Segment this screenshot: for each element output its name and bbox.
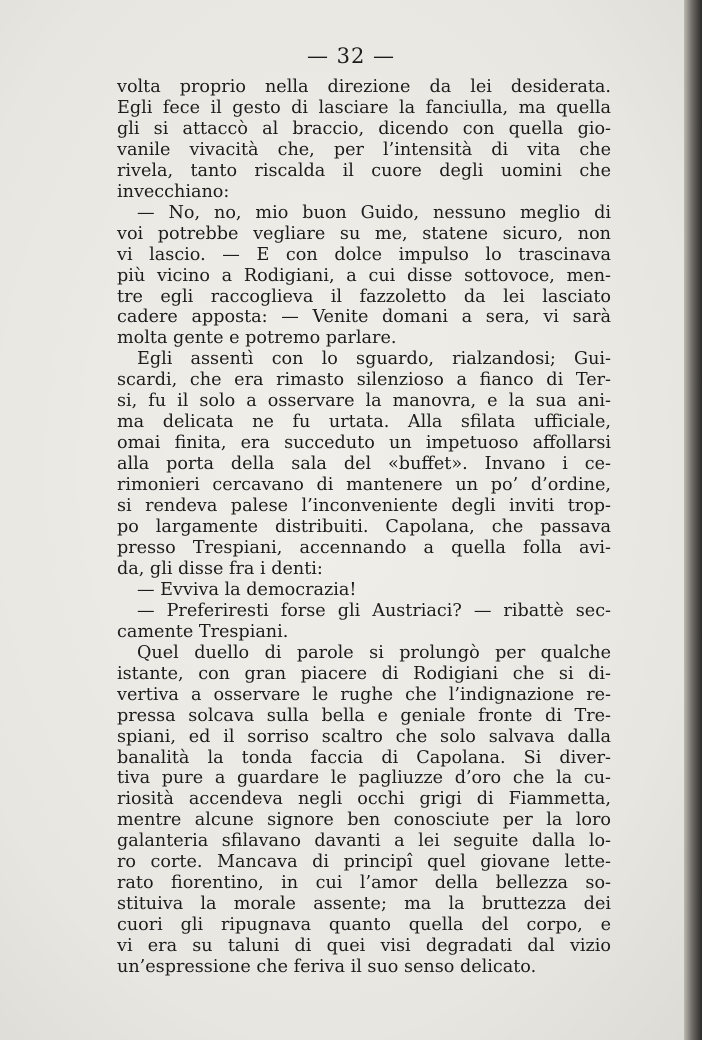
text-line: vanile vivacità che, per l’intensità di vita che <box>117 139 611 160</box>
text-line: omai finita, era succeduto un impetuoso affollarsi <box>117 433 611 454</box>
text-line: camente Trespiani. <box>117 621 289 642</box>
text-line: volta proprio nella direzione da lei desiderata. <box>117 77 611 97</box>
page-gutter-edge <box>684 0 702 1040</box>
text-line: cadere apposta: — Venite domani a sera, vi sarà <box>117 307 611 328</box>
text-line: po largamente distribuiti. Capolana, che passava <box>117 517 611 538</box>
text-line: mentre alcune signore ben conosciute per la loro <box>117 810 611 831</box>
text-line: vertiva a osservare le rughe che l’indignazione re- <box>117 684 611 705</box>
text-line: vi era su taluni di quei visi degradati dal vizio <box>117 936 611 957</box>
text-line: vi lascio. — E con dolce impulso lo trascinava <box>117 244 611 265</box>
text-line: Egli assentì con lo sguardo, rialzandosi; Gui- <box>137 349 611 370</box>
text-line: riosità accendeva negli occhi grigi di Fiammetta, <box>117 789 611 810</box>
text-line: invecchiano: <box>117 181 230 202</box>
text-line: — Preferiresti forse gli Austriaci? — ribattè sec- <box>137 600 611 621</box>
text-line: rivela, tanto riscalda il cuore degli uomini che <box>117 160 611 181</box>
text-line: gli si attaccò al braccio, dicendo con quella gio- <box>117 118 611 139</box>
text-line: si, fu il solo a osservare la manovra, e la sua ani- <box>117 391 611 412</box>
text-line: banalità la tonda faccia di Capolana. Si diver- <box>117 747 611 768</box>
text-line: cuori gli ripugnava quanto quella del corpo, e <box>117 915 611 936</box>
text-line: rimonieri cercavano di mantenere un po’ d’ordine, <box>117 475 611 496</box>
text-line: un’espressione che feriva il suo senso delicato. <box>117 957 537 978</box>
text-line: molta gente e potremo parlare. <box>117 328 397 349</box>
text-line: — Evviva la democrazia! <box>137 579 357 600</box>
text-line: ma delicata ne fu urtata. Alla sfilata ufficiale, <box>117 412 611 433</box>
text-line: istante, con gran piacere di Rodigiani che si di- <box>117 663 611 684</box>
text-line: tre egli raccoglieva il fazzoletto da lei lasciato <box>117 286 611 307</box>
text-line: — No, no, mio buon Guido, nessuno meglio di <box>137 202 611 223</box>
text-line: alla porta della sala del «buffet». Invano i ce- <box>117 454 611 475</box>
text-line: spiani, ed il sorriso scaltro che solo salvava dalla <box>117 726 611 747</box>
text-line: scardi, che era rimasto silenzioso a fianco di Ter- <box>117 370 611 391</box>
text-line: galanteria sfilavano davanti a lei seguite dalla lo- <box>117 831 611 852</box>
page-number: — 32 — <box>306 44 396 68</box>
text-line: ro corte. Mancava di principî quel giovane lette- <box>117 852 611 873</box>
text-line: rato fiorentino, in cui l’amor della bellezza so- <box>117 873 611 894</box>
text-line: pressa solcava sulla bella e geniale fronte di Tre- <box>117 705 611 726</box>
text-line: presso Trespiani, accennando a quella folla avi- <box>117 537 611 558</box>
text-line: da, gli disse fra i denti: <box>117 558 323 579</box>
text-line: tiva pure a guardare le pagliuzze d’oro che la cu- <box>117 768 611 789</box>
text-line: voi potrebbe vegliare su me, statene sicuro, non <box>117 223 611 244</box>
text-line: stituiva la morale assente; ma la bruttezza dei <box>117 894 611 915</box>
text-line: si rendeva palese l’inconveniente degli inviti trop- <box>117 496 611 517</box>
text-line: più vicino a Rodigiani, a cui disse sottovoce, men- <box>117 265 611 286</box>
text-line: Quel duello di parole si prolungò per qualche <box>137 642 611 663</box>
body-text <box>117 77 611 978</box>
text-line: Egli fece il gesto di lasciare la fanciulla, ma quella <box>117 97 611 118</box>
